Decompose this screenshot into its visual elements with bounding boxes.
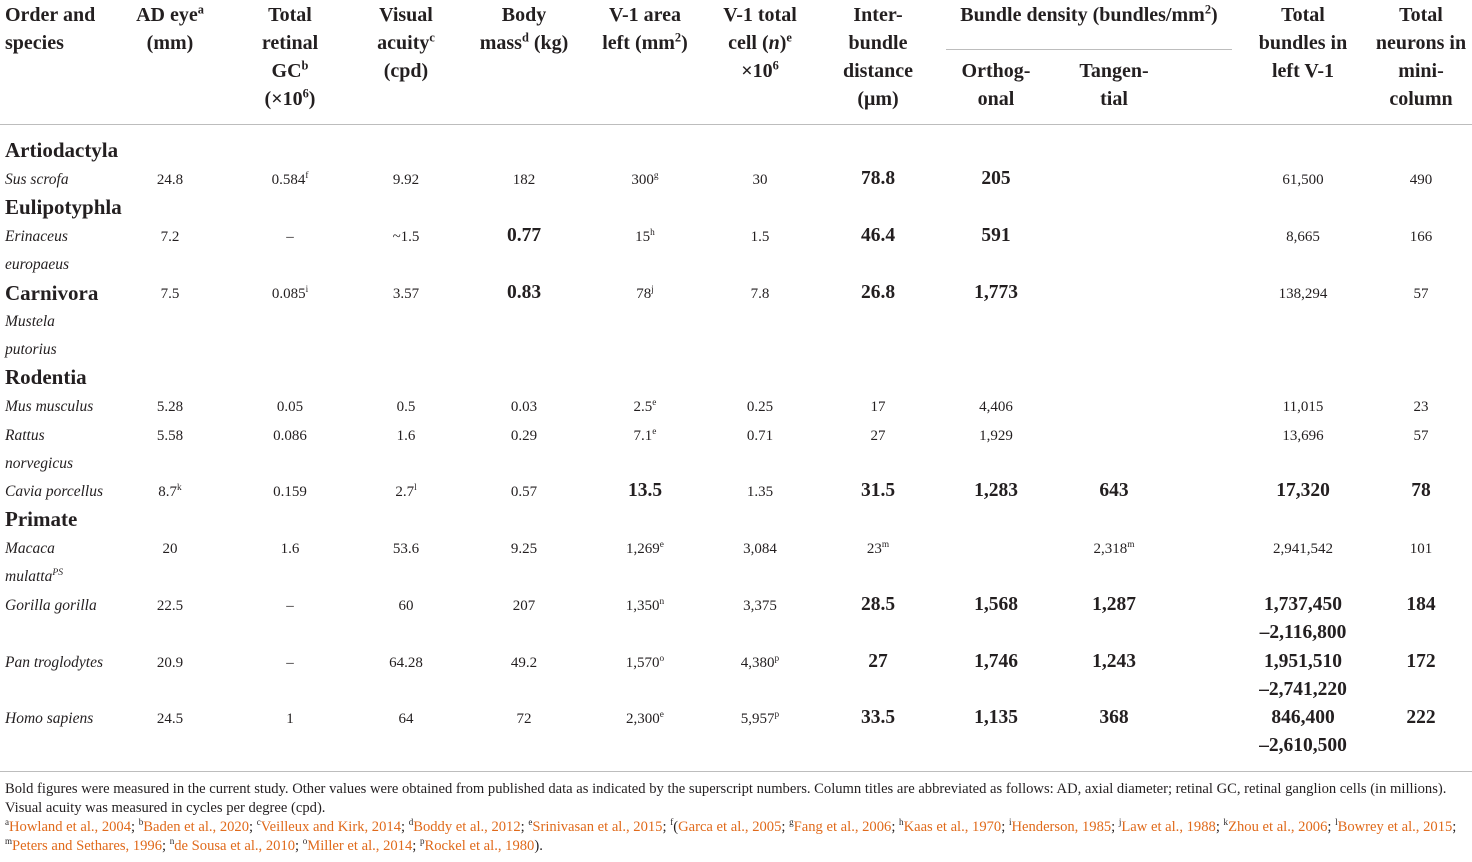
cell-ibd: 17: [870, 399, 886, 415]
cell-va: 3.57: [392, 286, 420, 302]
reference-link[interactable]: Peters and Sethares, 1996: [12, 838, 163, 854]
cell-ibd: 27: [868, 651, 888, 672]
cell-tn: 172: [1406, 651, 1436, 672]
cell-orth: 1,135: [974, 707, 1018, 728]
cell-ad: 5.28: [156, 399, 184, 415]
ref-marker: l: [1335, 817, 1338, 828]
ref-marker: m: [5, 836, 13, 847]
species-name-cont: mulatta$^{PS}$: [5, 566, 64, 585]
cell-ad: 24.5: [156, 711, 184, 727]
header-inter-bundle: Inter- bundle distance (μm): [843, 4, 913, 110]
cell-tb: 1,737,450: [1264, 594, 1342, 615]
cell-va: 9.92: [392, 172, 420, 188]
cell-tb: 13,696: [1282, 428, 1324, 444]
cell-v1c: 5,957$^p$: [740, 710, 780, 727]
cell-tb: 11,015: [1282, 399, 1324, 415]
species-name: Mustela: [5, 313, 55, 330]
reference-link[interactable]: Veilleux and Kirk, 2014: [260, 819, 401, 835]
cell-bm: 0.83: [506, 282, 542, 303]
cell-tn: 57: [1413, 286, 1429, 302]
header-total-bundles: Total bundles in left V-1: [1258, 4, 1348, 82]
cell-bm: 72: [516, 711, 532, 727]
ref-marker: f: [670, 817, 674, 828]
cell-gc: –: [286, 598, 294, 614]
cell-tn: 78: [1411, 480, 1431, 501]
reference-link[interactable]: Law et al., 1988: [1121, 819, 1216, 835]
group-rodentia: Rodentia: [5, 365, 87, 389]
cell-v1a: 300$^g$: [631, 171, 659, 188]
cell-va: ~1.5: [392, 229, 420, 245]
cell-orth: 1,746: [974, 651, 1018, 672]
cell-va: 60: [398, 598, 414, 614]
cell-v1a: 7.1e: [633, 427, 657, 444]
cell-ad: 7.2: [160, 229, 180, 245]
cell-v1c: 3,084: [743, 541, 777, 557]
cell-va: 64: [398, 711, 414, 727]
reference-link[interactable]: Boddy et al., 2012: [413, 819, 521, 835]
cell-bm: 207: [512, 598, 536, 614]
reference-link[interactable]: Henderson, 1985: [1011, 819, 1112, 835]
cell-tb: 2,941,542: [1273, 541, 1333, 557]
cell-v1a: 2,300e: [626, 710, 664, 727]
cell-bm: 9.25: [510, 541, 538, 557]
reference-link[interactable]: de Sousa et al., 2010: [174, 838, 296, 854]
cell-gc: 1.6: [280, 541, 300, 557]
cell-ibd: 23$^m$: [866, 540, 890, 557]
cell-tb: 17,320: [1276, 480, 1330, 501]
species-name-cont: putorius: [5, 341, 57, 358]
cell-tb-cont: –2,116,800: [1259, 622, 1347, 643]
header-tangential: Tangen- tial: [1079, 60, 1149, 110]
cell-v1c: 30: [752, 172, 768, 188]
cell-ibd: 27: [870, 428, 886, 444]
species-name: Gorilla gorilla: [5, 597, 97, 614]
reference-link[interactable]: Garca et al., 2005: [678, 819, 782, 835]
reference-link[interactable]: Srinivasan et al., 2015: [532, 819, 663, 835]
cell-bm: 49.2: [510, 655, 538, 671]
cell-v1c: 0.25: [746, 399, 774, 415]
species-name-cont: norvegicus: [5, 455, 74, 472]
reference-link[interactable]: Baden et al., 2020: [143, 819, 250, 835]
cell-gc: 0.085$^i$: [271, 285, 309, 302]
cell-orth: 4,406: [979, 399, 1013, 415]
cell-v1c: 7.8: [750, 286, 770, 302]
header-body-mass: Body mass$^d$ (kg): [479, 4, 569, 54]
cell-bm: 0.29: [510, 428, 538, 444]
cell-ibd: 33.5: [860, 707, 896, 728]
cell-ad: 24.8: [156, 172, 184, 188]
ref-marker: i: [1008, 817, 1012, 828]
cell-va: 64.28: [389, 655, 423, 671]
ref-marker: b: [138, 817, 144, 828]
cell-orth: 205: [981, 168, 1011, 189]
cell-tb: 61,500: [1282, 172, 1324, 188]
cell-ad: 22.5: [156, 598, 184, 614]
cell-bm: 0.77: [506, 225, 542, 246]
footnote-text: Bold figures were measured in the current study. Other values were obtained from published data as indicated by the superscript numbers. Column titles are abbreviated as follows: AD, axial diameter; retinal GC, retinal ganglion cells (in millions). Visual acuity was measured in cycles per degree (cpd).: [5, 781, 1447, 816]
group-eulipotyphla: Eulipotyphla: [5, 195, 122, 219]
cell-v1c: 0.71: [746, 428, 774, 444]
cell-v1c: 4,380$^p$: [740, 654, 780, 671]
cell-va: 0.5: [396, 399, 416, 415]
table-footnote: [5, 780, 1467, 856]
cell-v1a: 1,269e: [626, 540, 664, 557]
cell-tang: 643: [1099, 480, 1129, 501]
species-name: Mus musculus: [5, 398, 94, 415]
cell-orth: 1,568: [974, 594, 1018, 615]
species-name: Rattus: [5, 427, 45, 444]
species-name: Erinaceus: [5, 228, 68, 245]
cell-tang: 1,287: [1092, 594, 1136, 615]
cell-v1c: 3,375: [743, 598, 777, 614]
cell-ad: 20: [162, 541, 178, 557]
header-ad-eye: AD eye$^a$ (mm): [136, 2, 204, 54]
species-name: Macaca: [5, 540, 55, 557]
cell-tb: 1,951,510: [1264, 651, 1342, 672]
cell-ad: 8.7$^k$: [158, 483, 182, 500]
cell-orth: 591: [981, 225, 1011, 246]
group-primate: Primate: [5, 507, 78, 531]
header-orthogonal: Orthog- onal: [961, 60, 1031, 110]
species-name-cont: europaeus: [5, 256, 69, 273]
cell-tn: 166: [1409, 229, 1433, 245]
group-artiodactyla: Artiodactyla: [5, 138, 119, 162]
species-name: Pan troglodytes: [5, 654, 104, 671]
cell-tang: 2,318$^m$: [1093, 540, 1135, 557]
cell-tn: 101: [1409, 541, 1433, 557]
cell-gc: 0.05: [276, 399, 304, 415]
reference-link[interactable]: Fang et al., 2006: [793, 819, 892, 835]
cell-v1a: 2.5e: [633, 398, 657, 415]
group-carnivora: Carnivora: [5, 281, 99, 305]
ref-marker: j: [1118, 817, 1122, 828]
cell-tn: 490: [1409, 172, 1433, 188]
header-order: Order and species: [5, 4, 96, 54]
cell-ibd: 26.8: [860, 282, 896, 303]
header-total-neurons: Total neurons in mini- column: [1375, 4, 1467, 110]
cell-tn: 23: [1413, 399, 1429, 415]
cell-bm: 0.57: [510, 484, 538, 500]
cell-v1c: 1.35: [746, 484, 774, 500]
cell-ad: 20.9: [156, 655, 184, 671]
header-v1-area: V-1 area left $(mm^2)$: [602, 4, 688, 54]
cell-ibd: 31.5: [860, 480, 896, 501]
cell-tb: 8,665: [1286, 229, 1320, 245]
cell-tn: 184: [1406, 594, 1436, 615]
cell-ibd: 28.5: [860, 594, 896, 615]
reference-link[interactable]: Rockel et al., 1980: [424, 838, 535, 854]
species-name: Homo sapiens: [5, 710, 94, 727]
cell-va: 1.6: [396, 428, 416, 444]
density-subrule: [946, 49, 1232, 50]
header-retinal-gc: Total retinal $GC^b$ $(\times 10^6)$: [261, 4, 319, 110]
cell-v1a: 1,570$^o$: [625, 654, 665, 671]
ref-marker: o: [302, 836, 308, 847]
reference-link[interactable]: Bowrey et al., 2015: [1337, 819, 1453, 835]
ref-marker: p: [419, 836, 425, 847]
cell-tb-cont: –2,610,500: [1259, 735, 1347, 756]
footer-rule: [0, 771, 1472, 772]
cell-tang: 1,243: [1092, 651, 1136, 672]
species-name: Sus scrofa: [5, 171, 69, 188]
ref-marker: k: [1223, 817, 1229, 828]
cell-ibd: 78.8: [860, 168, 896, 189]
cell-tn: 222: [1406, 707, 1436, 728]
cell-va: 2.7$^l$: [395, 483, 417, 500]
cell-bm: 182: [512, 172, 536, 188]
cell-gc: 1: [286, 711, 294, 727]
ref-marker: c: [256, 817, 261, 828]
cell-gc: –: [286, 229, 294, 245]
cell-va: 53.6: [392, 541, 420, 557]
cell-gc: 0.159: [273, 484, 307, 500]
reference-link[interactable]: Zhou et al., 2006: [1228, 819, 1328, 835]
header-bundle-density: Bundle density $(bundles/mm^2)$: [960, 2, 1218, 26]
ref-marker: e: [528, 817, 533, 828]
cell-gc: 0.584$^f$: [271, 171, 309, 188]
cell-v1c: 1.5: [750, 229, 770, 245]
ref-marker: h: [899, 817, 904, 828]
cell-ibd: 46.4: [860, 225, 896, 246]
cell-tb-cont: –2,741,220: [1259, 679, 1347, 700]
cell-tb: 138,294: [1278, 286, 1328, 302]
cell-ad: 7.5: [160, 286, 180, 302]
ref-marker: a: [5, 817, 10, 828]
cell-v1a: 13.5: [627, 480, 663, 501]
cell-tb: 846,400: [1271, 707, 1335, 728]
footnote-references: $^a$Howland et al., 2004; $^b$Baden et al., 2020; $^c$Veilleux and Kirk, 2014; $^d$Boddy et al., 2012; $^e$Srinivasan et al., 2015; $^f$(Garca et al., 2005; $^g$Fang et al., 2006; $^h$Kaas et al., 1970; $^i$Henderson, 1985; $^j$Law et al., 1988; $^k$Zhou et al., 2006; $^l$Bowrey et al., 2015; $^m$Peters and Sethares, 1996; $^n$de Sousa et al., 2010; $^o$Miller et al., 2014; $^p$Rockel et al., 1980).: [5, 817, 1457, 854]
ref-marker: n: [169, 836, 175, 847]
cell-bm: 0.03: [510, 399, 538, 415]
reference-link[interactable]: Howland et al., 2004: [9, 819, 132, 835]
cell-tn: 57: [1413, 428, 1429, 444]
species-name: Cavia porcellus: [5, 483, 104, 500]
cell-orth: 1,283: [974, 480, 1018, 501]
cell-tang: 368: [1099, 707, 1129, 728]
cell-v1a: 78$^j$: [636, 285, 654, 302]
header-visual-acuity: Visual acuity$^c$ (cpd): [377, 4, 435, 82]
reference-link[interactable]: Miller et al., 2014: [307, 838, 413, 854]
cell-v1a: 15$^h$: [635, 228, 655, 245]
cell-gc: 0.086: [273, 428, 307, 444]
cell-gc: –: [286, 655, 294, 671]
cell-orth: 1,773: [974, 282, 1018, 303]
cell-v1a: 1,350$^n$: [625, 597, 665, 614]
ref-marker: g: [789, 817, 794, 828]
reference-link[interactable]: Kaas et al., 1970: [903, 819, 1002, 835]
header-rule: [0, 124, 1472, 125]
cell-ad: 5.58: [156, 428, 184, 444]
cell-orth: 1,929: [979, 428, 1013, 444]
ref-marker: d: [408, 817, 414, 828]
header-v1-cell: V-1 total cell $(n)^e$ $\times 10^6$: [723, 4, 797, 82]
